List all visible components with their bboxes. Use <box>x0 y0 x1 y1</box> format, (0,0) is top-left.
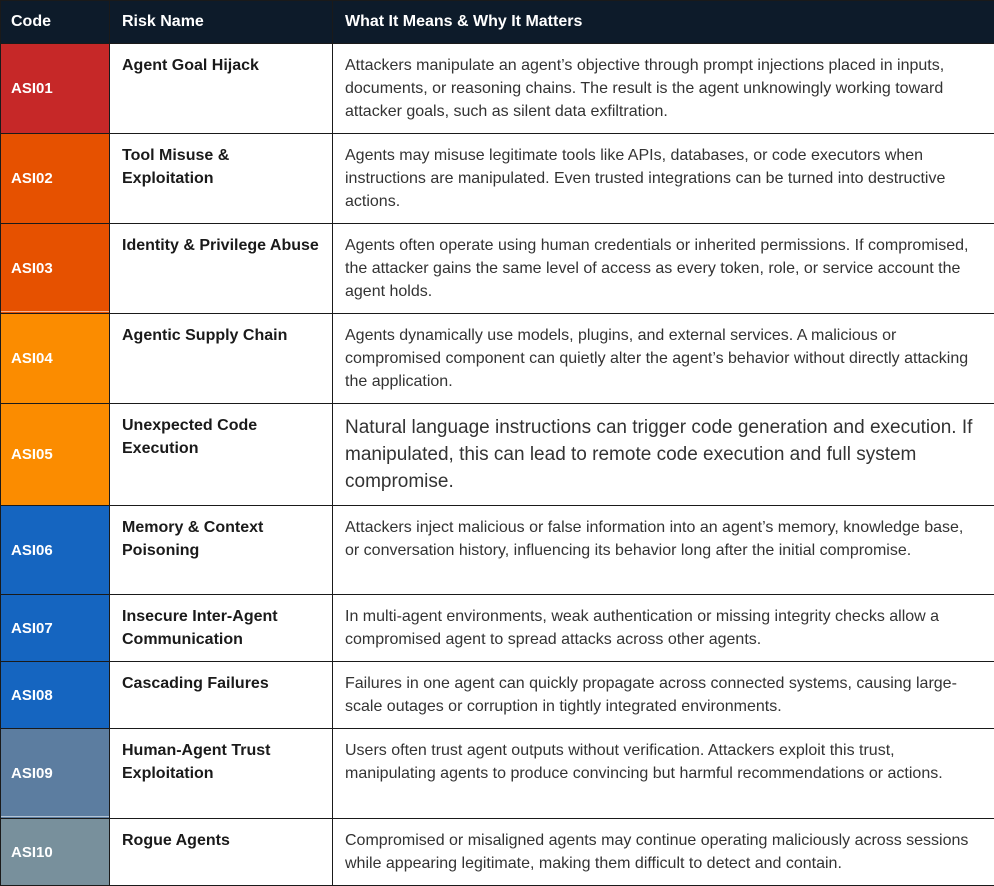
code-label: ASI04 <box>11 350 53 367</box>
risk-name: Unexpected Code Execution <box>110 404 333 506</box>
code-cell <box>1 404 110 506</box>
risk-description: Attackers manipulate an agent’s objective through prompt injections placed in inputs, documents, or reasoning chains. The result is the agent unknowingly working toward attacker goals, such as silent data exfiltration. <box>333 44 994 134</box>
risk-name: Memory & Context Poisoning <box>110 506 333 595</box>
risk-description: Attackers inject malicious or false information into an agent’s memory, knowledge base, or conversation history, influencing its behavior long after the initial compromise. <box>333 506 994 595</box>
risk-description: Agents often operate using human credentials or inherited permissions. If compromised, the attacker gains the same level of access as every token, role, or service account the agent holds. <box>333 224 994 314</box>
header-risk-name: Risk Name <box>110 1 333 44</box>
table-row <box>1 44 994 134</box>
header-row <box>1 1 994 44</box>
risk-name: Human-Agent Trust Exploitation <box>110 729 333 819</box>
risk-name: Identity & Privilege Abuse <box>110 224 333 314</box>
table-row <box>1 595 994 662</box>
divider <box>1 816 109 817</box>
code-label: ASI07 <box>11 620 53 637</box>
code-cell <box>1 819 110 886</box>
table-row <box>1 404 994 506</box>
code-label: ASI10 <box>11 844 53 861</box>
code-label: ASI08 <box>11 687 53 704</box>
risk-description: Users often trust agent outputs without verification. Attackers exploit this trust, manipulating agents to produce convincing but harmful recommendations or actions. <box>333 729 994 819</box>
code-cell <box>1 595 110 662</box>
code-label: ASI05 <box>11 446 53 463</box>
code-label: ASI02 <box>11 170 53 187</box>
code-cell <box>1 224 110 314</box>
code-label: ASI09 <box>11 765 53 782</box>
code-cell <box>1 662 110 729</box>
code-cell <box>1 729 110 819</box>
table-row <box>1 729 994 819</box>
risk-description: Agents may misuse legitimate tools like APIs, databases, or code executors when instructions are manipulated. Even trusted integrations can be turned into destructive actions. <box>333 134 994 224</box>
table-row <box>1 314 994 404</box>
risk-description: In multi-agent environments, weak authentication or missing integrity checks allow a compromised agent to spread attacks across other agents. <box>333 595 994 662</box>
risk-name: Insecure Inter-Agent Communication <box>110 595 333 662</box>
risk-description: Compromised or misaligned agents may continue operating maliciously across sessions while appearing legitimate, making them difficult to detect and contain. <box>333 819 994 886</box>
code-label: ASI06 <box>11 542 53 559</box>
code-cell <box>1 506 110 595</box>
risk-name: Cascading Failures <box>110 662 333 729</box>
risk-name: Agentic Supply Chain <box>110 314 333 404</box>
table-row <box>1 662 994 729</box>
risk-description: Natural language instructions can trigger code generation and execution. If manipulated, this can lead to remote code execution and full system compromise. <box>333 404 994 506</box>
code-cell <box>1 134 110 224</box>
code-cell <box>1 44 110 134</box>
header-meaning: What It Means & Why It Matters <box>333 1 994 44</box>
table-row <box>1 506 994 595</box>
risk-description: Failures in one agent can quickly propagate across connected systems, causing large-scale outages or corruption in tightly integrated environments. <box>333 662 994 729</box>
code-label: ASI01 <box>11 80 53 97</box>
risk-name: Agent Goal Hijack <box>110 44 333 134</box>
table-row <box>1 134 994 224</box>
table-row <box>1 224 994 314</box>
risk-name: Rogue Agents <box>110 819 333 886</box>
table-row <box>1 819 994 886</box>
code-label: ASI03 <box>11 260 53 277</box>
code-cell <box>1 314 110 404</box>
header-code: Code <box>1 1 110 44</box>
divider <box>1 311 109 312</box>
risk-description: Agents dynamically use models, plugins, and external services. A malicious or compromised component can quietly alter the agent’s behavior without directly attacking the application. <box>333 314 994 404</box>
risk-name: Tool Misuse & Exploitation <box>110 134 333 224</box>
